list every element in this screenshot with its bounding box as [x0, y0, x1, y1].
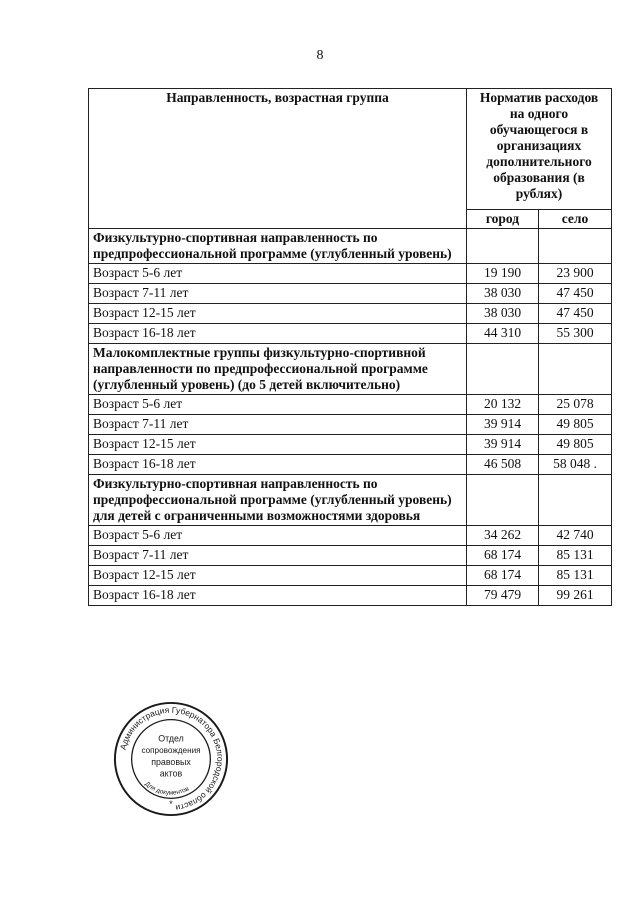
table-row — [89, 284, 612, 304]
age-label: Возраст 12-15 лет — [89, 566, 467, 586]
village-value: 85 131 — [539, 546, 612, 566]
section-row — [89, 229, 612, 264]
table-row — [89, 415, 612, 435]
table-row — [89, 395, 612, 415]
stamp-ring-text: Администрация Губернатора Белгородской области — [117, 704, 226, 814]
table-row — [89, 304, 612, 324]
age-label: Возраст 5-6 лет — [89, 395, 467, 415]
table-row — [89, 435, 612, 455]
stamp-line-3: правовых — [151, 756, 191, 767]
village-value: 58 048 . — [539, 455, 612, 475]
age-label: Возраст 12-15 лет — [89, 304, 467, 324]
village-value: 55 300 — [539, 324, 612, 344]
city-value: 68 174 — [467, 546, 539, 566]
village-value: 49 805 — [539, 435, 612, 455]
village-value: 25 078 — [539, 395, 612, 415]
header-city: город — [467, 210, 539, 229]
village-value: 85 131 — [539, 566, 612, 586]
official-stamp — [112, 700, 230, 818]
section-row — [89, 475, 612, 526]
header-norm: Норматив расходов на одного обучающегося в организациях дополнительного образования (в рублях) — [467, 89, 612, 210]
village-value: 47 450 — [539, 284, 612, 304]
city-value: 19 190 — [467, 264, 539, 284]
city-value: 39 914 — [467, 435, 539, 455]
section-title: Физкультурно-спортивная направленность по предпрофессиональной программе (углубленный уровень) — [89, 229, 467, 264]
stamp-star-icon: * — [169, 799, 173, 810]
stamp-line-2: сопровождения — [141, 746, 201, 756]
city-value: 46 508 — [467, 455, 539, 475]
table-row — [89, 526, 612, 546]
city-value: 34 262 — [467, 526, 539, 546]
stamp-line-1: Отдел — [158, 733, 184, 744]
table-row — [89, 546, 612, 566]
table-row — [89, 455, 612, 475]
city-value: 44 310 — [467, 324, 539, 344]
village-value: 49 805 — [539, 415, 612, 435]
age-label: Возраст 16-18 лет — [89, 586, 467, 606]
table-row — [89, 264, 612, 284]
header-village: село — [539, 210, 612, 229]
village-value: 42 740 — [539, 526, 612, 546]
page-number: 8 — [316, 48, 324, 63]
city-value: 68 174 — [467, 566, 539, 586]
city-value: 38 030 — [467, 284, 539, 304]
age-label: Возраст 5-6 лет — [89, 526, 467, 546]
age-label: Возраст 16-18 лет — [89, 455, 467, 475]
age-label: Возраст 7-11 лет — [89, 546, 467, 566]
city-value: 39 914 — [467, 415, 539, 435]
section-row — [89, 344, 612, 395]
table-row — [89, 566, 612, 586]
section-title: Малокомплектные группы физкультурно-спортивной направленности по предпрофессиональной программе (углубленный уровень) (до 5 детей включительно) — [89, 344, 467, 395]
village-value: 23 900 — [539, 264, 612, 284]
village-value: 99 261 — [539, 586, 612, 606]
norms-table — [88, 88, 612, 606]
city-value: 20 132 — [467, 395, 539, 415]
age-label: Возраст 12-15 лет — [89, 435, 467, 455]
age-label: Возраст 7-11 лет — [89, 415, 467, 435]
stamp-bottom-text: Для документов — [143, 780, 191, 797]
age-label: Возраст 7-11 лет — [89, 284, 467, 304]
age-label: Возраст 5-6 лет — [89, 264, 467, 284]
age-label: Возраст 16-18 лет — [89, 324, 467, 344]
header-direction: Направленность, возрастная группа — [89, 89, 467, 229]
stamp-line-4: актов — [159, 768, 183, 779]
section-title: Физкультурно-спортивная направленность по предпрофессиональной программе (углубленный уровень) для детей с ограниченными возможностями здоровья — [89, 475, 467, 526]
city-value: 38 030 — [467, 304, 539, 324]
table-row — [89, 324, 612, 344]
table-row — [89, 586, 612, 606]
city-value: 79 479 — [467, 586, 539, 606]
village-value: 47 450 — [539, 304, 612, 324]
